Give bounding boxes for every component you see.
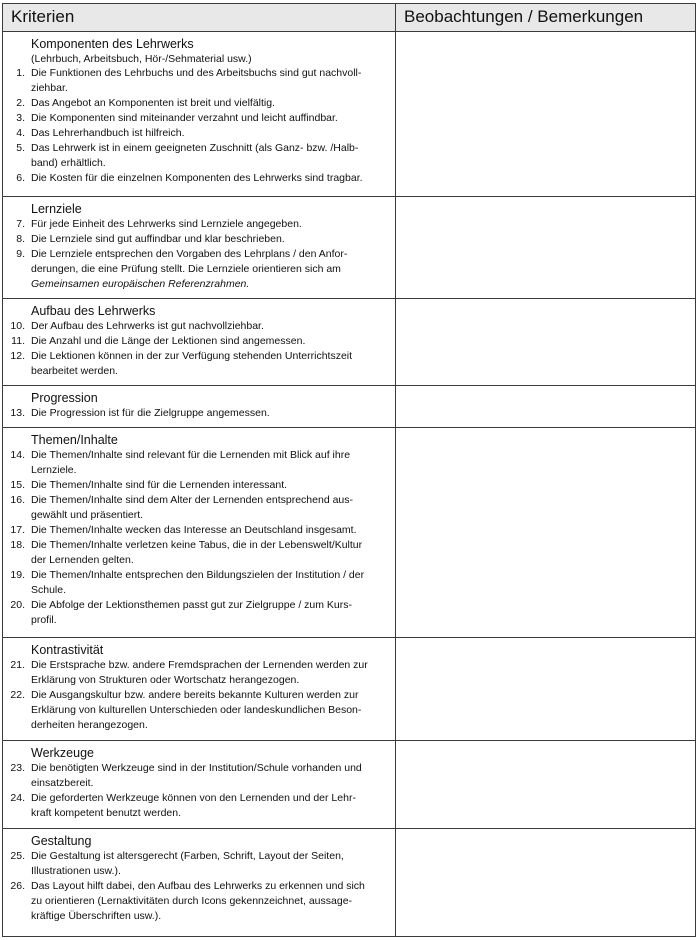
section-row: [3, 32, 696, 197]
criteria-cell: [3, 32, 396, 197]
criteria-item: [3, 171, 389, 186]
criteria-item: [3, 126, 389, 141]
criteria-text: [25, 111, 389, 126]
observations-cell[interactable]: [396, 386, 696, 428]
criteria-number: 15.: [10, 479, 25, 491]
criteria-item: [3, 334, 389, 349]
criteria-text: [25, 849, 389, 879]
criteria-number: 21.: [10, 659, 25, 671]
criteria-text-line: Illustrationen usw.).: [31, 865, 121, 877]
section-row: [3, 197, 696, 299]
criteria-text-line: derheiten herangezogen.: [31, 719, 148, 731]
criteria-number: 2.: [16, 97, 25, 109]
criteria-item: [3, 791, 389, 821]
criteria-number: 6.: [16, 172, 25, 184]
criteria-text-line: ziehbar.: [31, 82, 68, 94]
criteria-item: [3, 879, 389, 924]
criteria-item: [3, 849, 389, 879]
criteria-cell: [3, 638, 396, 741]
criteria-text: [25, 66, 389, 96]
criteria-number: 9.: [16, 248, 25, 260]
criteria-text: [25, 96, 389, 111]
observations-cell[interactable]: [396, 299, 696, 386]
criteria-text-line: Die Themen/Inhalte wecken das Interesse an Deutschland insgesamt.: [31, 524, 357, 536]
criteria-cell: [3, 741, 396, 829]
criteria-text: [25, 791, 389, 821]
criteria-text-line: kräftige Überschriften usw.).: [31, 910, 162, 922]
criteria-text-line: Erklärung von kulturellen Unterschieden oder landeskundlichen Beson-: [31, 704, 362, 716]
criteria-text-line: Die Themen/Inhalte sind dem Alter der Lernenden entsprechend aus-: [31, 494, 354, 506]
criteria-item: [3, 658, 389, 688]
criteria-text: [25, 538, 389, 568]
criteria-item: [3, 598, 389, 628]
criteria-item: [3, 232, 389, 247]
criteria-text: [25, 879, 389, 924]
criteria-text-line: Die Themen/Inhalte sind für die Lernenden interessant.: [31, 479, 288, 491]
criteria-text-line: Lernziele.: [31, 464, 77, 476]
criteria-item: [3, 66, 389, 96]
criteria-number: 16.: [10, 494, 25, 506]
criteria-text-line: Die geforderten Werkzeuge können von den Lernenden und der Lehr-: [31, 792, 356, 804]
observations-cell[interactable]: [396, 741, 696, 829]
criteria-cell: [3, 829, 396, 937]
criteria-number: 5.: [16, 142, 25, 154]
criteria-cell: [3, 386, 396, 428]
criteria-item: [3, 688, 389, 733]
criteria-number: 26.: [10, 880, 25, 892]
criteria-list: [3, 761, 395, 821]
criteria-number: 25.: [10, 850, 25, 862]
criteria-number: 8.: [16, 233, 25, 245]
criteria-text-line: Erklärung von Strukturen oder Wortschatz herangezogen.: [31, 674, 300, 686]
criteria-number: 1.: [16, 67, 25, 79]
section-title: Themen/Inhalte: [31, 433, 118, 447]
criteria-text-line: Die Kosten für die einzelnen Komponenten des Lehrwerks sind tragbar.: [31, 172, 363, 184]
criteria-number: 19.: [10, 569, 25, 581]
observations-cell[interactable]: [396, 197, 696, 299]
criteria-item: [3, 448, 389, 478]
criteria-list: [3, 406, 395, 421]
criteria-text-line: Die Funktionen des Lehrbuchs und des Arbeitsbuchs sind gut nachvoll-: [31, 67, 362, 79]
criteria-cell: [3, 197, 396, 299]
criteria-list: [3, 217, 395, 292]
criteria-number: 3.: [16, 112, 25, 124]
criteria-list: [3, 849, 395, 924]
header-observations: Beobachtungen / Bemerkungen: [396, 4, 696, 32]
criteria-text: [25, 493, 389, 523]
section-row: [3, 829, 696, 937]
section-title: Gestaltung: [31, 834, 92, 848]
criteria-text: [25, 171, 389, 186]
criteria-text-line: Die Erstsprache bzw. andere Fremdsprachen der Lernenden werden zur: [31, 659, 368, 671]
criteria-item: [3, 478, 389, 493]
criteria-item: [3, 247, 389, 292]
observations-cell[interactable]: [396, 638, 696, 741]
criteria-item: [3, 217, 389, 232]
criteria-item: [3, 319, 389, 334]
criteria-item: [3, 96, 389, 111]
criteria-cell: [3, 428, 396, 638]
criteria-item: [3, 523, 389, 538]
criteria-text: [25, 478, 389, 493]
criteria-number: 23.: [10, 762, 25, 774]
header-criteria: Kriterien: [3, 4, 396, 32]
criteria-text: [25, 349, 389, 379]
criteria-item: [3, 568, 389, 598]
criteria-text: [25, 568, 389, 598]
criteria-item: [3, 493, 389, 523]
criteria-text: [25, 126, 389, 141]
criteria-text: [25, 319, 389, 334]
criteria-text-line: Die Abfolge der Lektionsthemen passt gut zur Zielgruppe / zum Kurs-: [31, 599, 352, 611]
observations-cell[interactable]: [396, 32, 696, 197]
criteria-text: [25, 448, 389, 478]
section-title: Lernziele: [31, 202, 82, 216]
criteria-number: 17.: [10, 524, 25, 536]
criteria-text-line: zu orientieren (Lernaktivitäten durch Icons gekennzeichnet, aussage-: [31, 895, 353, 907]
criteria-text: [25, 523, 389, 538]
criteria-number: 18.: [10, 539, 25, 551]
section-subtitle: (Lehrbuch, Arbeitsbuch, Hör-/Sehmaterial usw.): [31, 53, 252, 65]
criteria-text: [25, 658, 389, 688]
criteria-table: [2, 3, 696, 937]
criteria-number: 11.: [11, 335, 25, 347]
observations-cell[interactable]: [396, 829, 696, 937]
observations-cell[interactable]: [396, 428, 696, 638]
criteria-text-line: derungen, die eine Prüfung stellt. Die Lernziele orientieren sich am: [31, 263, 341, 275]
criteria-text-line: der Lernenden gelten.: [31, 554, 134, 566]
criteria-item: [3, 141, 389, 171]
criteria-text: [25, 688, 389, 733]
criteria-number: 7.: [16, 218, 25, 230]
criteria-text-line: Die Anzahl und die Länge der Lektionen sind angemessen.: [31, 335, 306, 347]
criteria-text-line: Die Themen/Inhalte verletzen keine Tabus, die in der Lebenswelt/Kultur: [31, 539, 363, 551]
table-header-row: [3, 4, 696, 32]
criteria-text-line: Die Lektionen können in der zur Verfügung stehenden Unterrichtszeit: [31, 350, 353, 362]
criteria-text-line: kraft kompetent benutzt werden.: [31, 807, 181, 819]
criteria-text: [25, 334, 389, 349]
criteria-text-line: profil.: [31, 614, 57, 626]
criteria-text: [25, 141, 389, 171]
criteria-text-line: Der Aufbau des Lehrwerks ist gut nachvollziehbar.: [31, 320, 264, 332]
criteria-number: 13.: [10, 407, 25, 419]
criteria-text-line: Das Layout hilft dabei, den Aufbau des Lehrwerks zu erkennen und sich: [31, 880, 365, 892]
criteria-text: [25, 406, 389, 421]
section-title: Aufbau des Lehrwerks: [31, 304, 156, 318]
criteria-text-line: gewählt und präsentiert.: [31, 509, 144, 521]
criteria-item: [3, 111, 389, 126]
criteria-number: 10.: [10, 320, 25, 332]
section-row: [3, 638, 696, 741]
criteria-text-line: Das Angebot an Komponenten ist breit und vielfältig.: [31, 97, 275, 109]
criteria-text-line: Die Gestaltung ist altersgerecht (Farben, Schrift, Layout der Seiten,: [31, 850, 344, 862]
criteria-text-line: einsatzbereit.: [31, 777, 94, 789]
criteria-list: [3, 658, 395, 733]
criteria-list: [3, 448, 395, 628]
criteria-text-line: band) erhältlich.: [31, 157, 106, 169]
section-title: Progression: [31, 391, 98, 405]
section-title: Werkzeuge: [31, 746, 94, 760]
criteria-text: [25, 761, 389, 791]
criteria-text-line: Die Lernziele entsprechen den Vorgaben des Lehrplans / den Anfor-: [31, 248, 348, 260]
criteria-item: [3, 349, 389, 379]
criteria-text: [25, 232, 389, 247]
criteria-text-line: Die Komponenten sind miteinander verzahnt und leicht auffindbar.: [31, 112, 338, 124]
criteria-text-line: bearbeitet werden.: [31, 365, 118, 377]
criteria-number: 12.: [10, 350, 25, 362]
criteria-text: [25, 217, 389, 232]
criteria-text-line: Die Progression ist für die Zielgruppe angemessen.: [31, 407, 270, 419]
criteria-text: [25, 598, 389, 628]
criteria-text-line: Die benötigten Werkzeuge sind in der Institution/Schule vorhanden und: [31, 762, 362, 774]
criteria-list: [3, 319, 395, 379]
section-title: Komponenten des Lehrwerks: [31, 37, 194, 51]
criteria-number: 22.: [10, 689, 25, 701]
criteria-text: [25, 247, 389, 292]
criteria-text-line: Schule.: [31, 584, 67, 596]
criteria-item: [3, 406, 389, 421]
section-row: [3, 386, 696, 428]
section-row: [3, 299, 696, 386]
section-row: [3, 428, 696, 638]
criteria-item: [3, 538, 389, 568]
criteria-text-line: Die Ausgangskultur bzw. andere bereits bekannte Kulturen werden zur: [31, 689, 359, 701]
criteria-number: 4.: [16, 127, 25, 139]
criteria-item: [3, 761, 389, 791]
criteria-text-line-italic: Gemeinsamen europäischen Referenzrahmen.: [31, 278, 250, 290]
criteria-list: [3, 66, 395, 186]
criteria-cell: [3, 299, 396, 386]
section-title: Kontrastivität: [31, 643, 104, 657]
section-row: [3, 741, 696, 829]
criteria-text-line: Die Themen/Inhalte sind relevant für die Lernenden mit Blick auf ihre: [31, 449, 351, 461]
criteria-text-line: Das Lehrerhandbuch ist hilfreich.: [31, 127, 185, 139]
criteria-number: 24.: [10, 792, 25, 804]
criteria-number: 20.: [10, 599, 25, 611]
criteria-text-line: Für jede Einheit des Lehrwerks sind Lernziele angegeben.: [31, 218, 302, 230]
criteria-number: 14.: [10, 449, 25, 461]
criteria-text-line: Die Lernziele sind gut auffindbar und klar beschrieben.: [31, 233, 285, 245]
criteria-text-line: Die Themen/Inhalte entsprechen den Bildungszielen der Institution / der: [31, 569, 365, 581]
criteria-text-line: Das Lehrwerk ist in einem geeigneten Zuschnitt (als Ganz- bzw. /Halb-: [31, 142, 359, 154]
